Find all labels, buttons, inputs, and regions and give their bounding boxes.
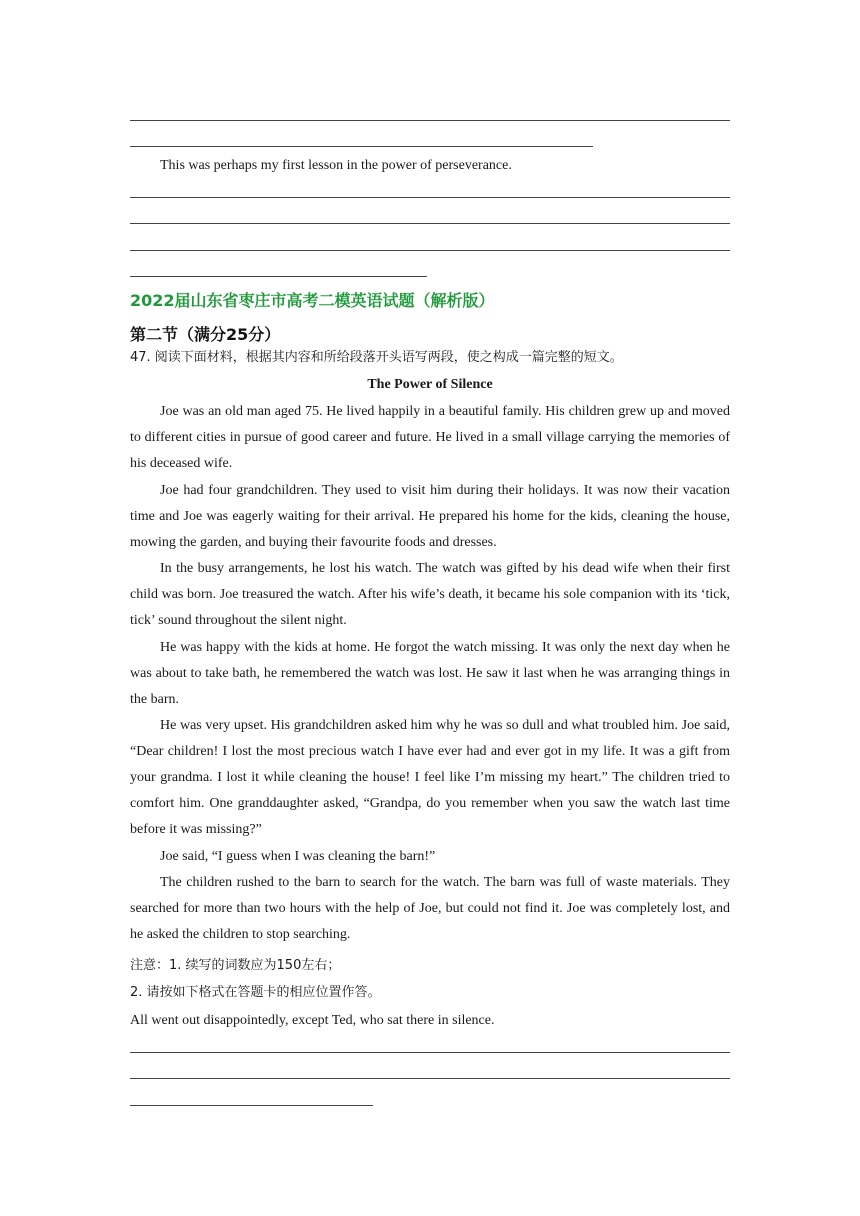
note-format: 2. 请按如下格式在答题卡的相应位置作答。 xyxy=(130,985,381,1000)
story-title: The Power of Silence xyxy=(367,377,493,392)
answer-line xyxy=(130,1078,730,1079)
answer-line xyxy=(130,223,730,224)
story-paragraph: Joe said, “I guess when I was cleaning the barn!” xyxy=(160,849,436,864)
answer-line xyxy=(130,197,730,198)
story-paragraph: He was happy with the kids at home. He forgot the watch missing. It was only the next day when he was about to take bath, he remembered the watch was lost. He saw it last when he was arranging things in the barn. xyxy=(130,640,730,707)
answer-line xyxy=(130,250,730,251)
story-paragraph: He was very upset. His grandchildren asked him why he was so dull and what troubled him. Joe said, “Dear children! I lost the most precious watch I have ever had and ever got in my life. It was a gift from your grandma. I lost it while cleaning the house! I feel like I’m missing my heart.” The children tried to comfort him. One granddaughter asked, “Grandpa, do you remember when you saw the watch last time before it was missing?” xyxy=(130,718,730,837)
answer-line xyxy=(130,146,593,147)
question-instruction: 47. 阅读下面材料，根据其内容和所给段落开头语写两段，使之构成一篇完整的短文。 xyxy=(130,350,623,365)
answer-line xyxy=(130,1052,730,1053)
story-paragraph: In the busy arrangements, he lost his watch. The watch was gifted by his dead wife when their first child was born. Joe treasured the watch. After his wife’s death, it became his sole companion with its ‘tick, tick’ sound throughout the silent night. xyxy=(130,561,730,628)
story-paragraph: The children rushed to the barn to search for the watch. The barn was full of waste materials. They searched for more than two hours with the help of Joe, but could not find it. Joe was completely lost, and he asked the children to stop searching. xyxy=(130,875,730,942)
story-paragraph: Joe was an old man aged 75. He lived happily in a beautiful family. His children grew up and moved to different cities in pursue of good career and future. He lived in a small village carrying the memories of his deceased wife. xyxy=(130,404,730,471)
answer-line xyxy=(130,1105,373,1106)
section-part: 第二节（满分25分） xyxy=(130,325,281,344)
paragraph-prompt: This was perhaps my first lesson in the power of perseverance. xyxy=(160,158,512,173)
answer-line xyxy=(130,120,730,121)
story-paragraph: Joe had four grandchildren. They used to visit him during their holidays. It was now their vacation time and Joe was eagerly waiting for their arrival. He prepared his home for the kids, cleaning the house, mowing the garden, and buying their favourite foods and dresses. xyxy=(130,483,730,550)
note-word-count: 注意：1. 续写的词数应为150左右； xyxy=(130,958,341,973)
paragraph-prompt: All went out disappointedly, except Ted, who sat there in silence. xyxy=(130,1013,495,1028)
exam-title: 2022届山东省枣庄市高考二模英语试题（解析版） xyxy=(130,291,495,310)
answer-line xyxy=(130,276,427,277)
